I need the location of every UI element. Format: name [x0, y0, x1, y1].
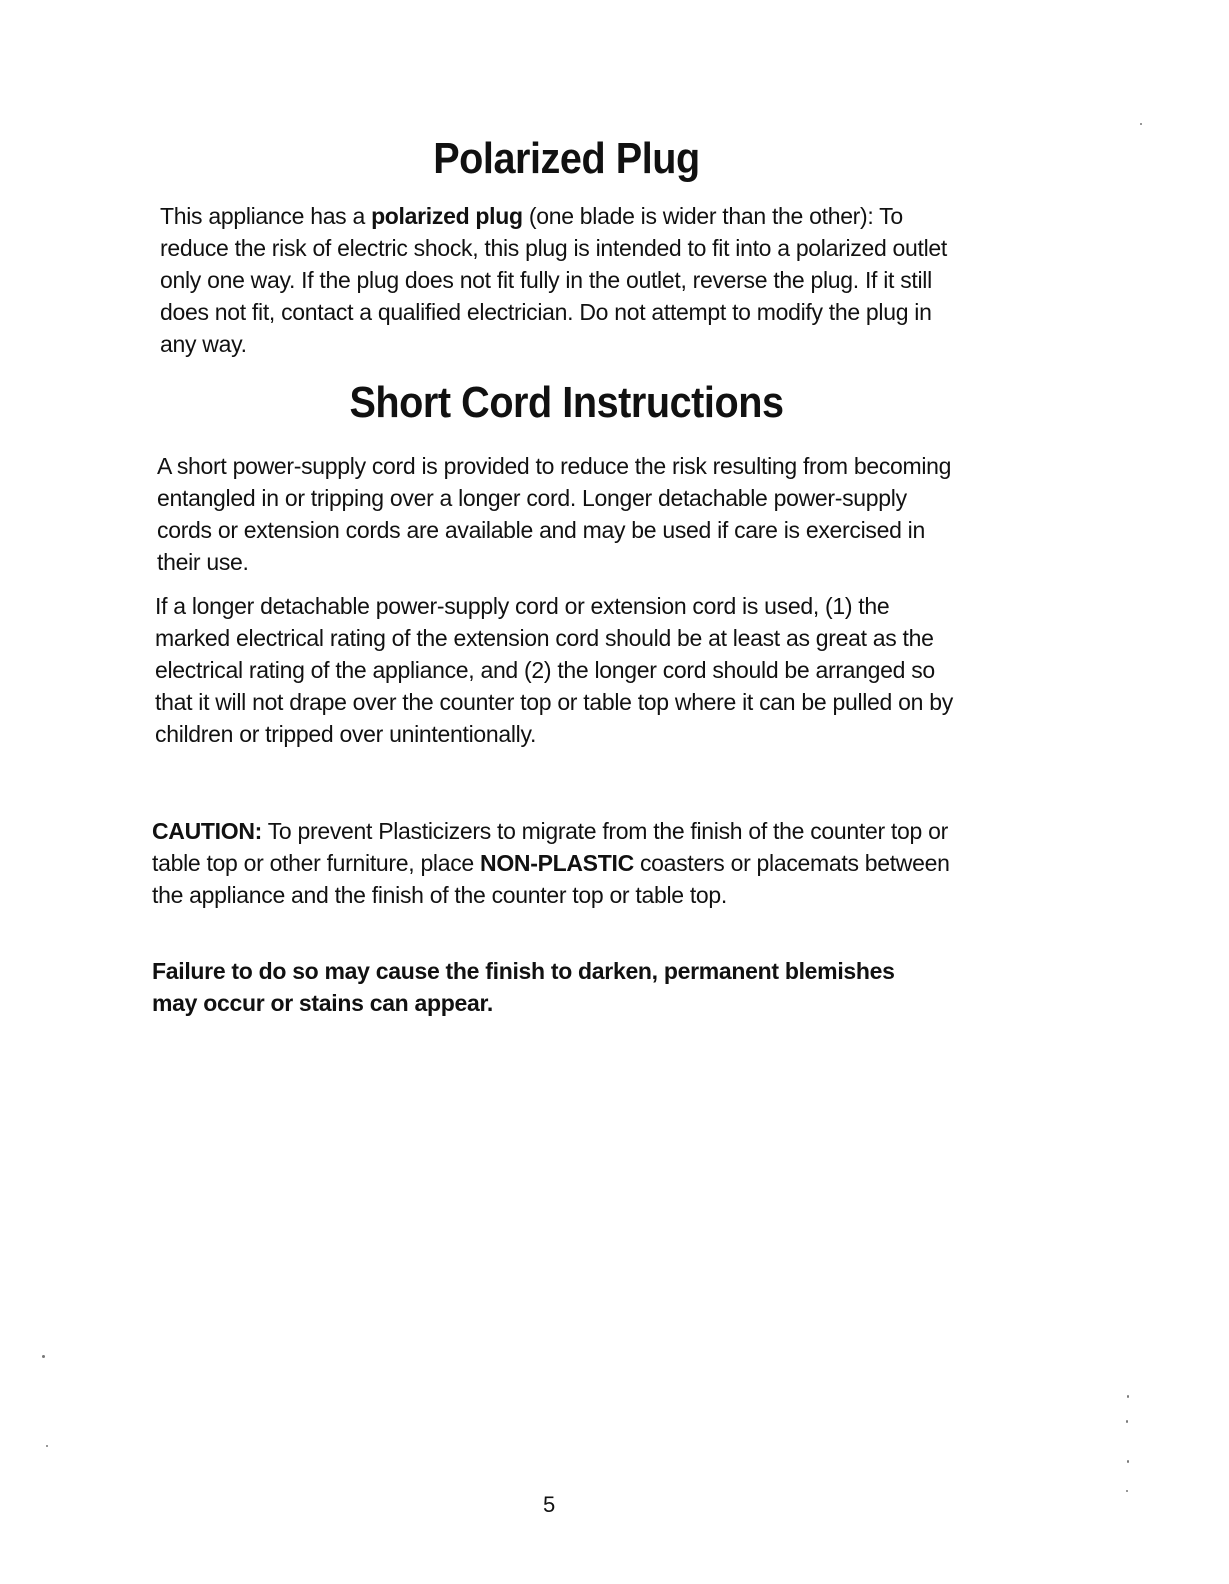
polarized-plug-paragraph	[160, 200, 960, 360]
scan-speck	[46, 1445, 48, 1447]
scan-speck	[42, 1355, 45, 1358]
caution-text-end: coasters or placemats between the appliance and the finish of the counter top or table top.	[152, 850, 950, 908]
caution-paragraph	[152, 815, 952, 911]
polarized-plug-bold-term: polarized plug	[371, 203, 523, 229]
polarized-plug-text-start: This appliance has a	[160, 203, 372, 229]
failure-warning: Failure to do so may cause the finish to darken, permanent blemishes may occur or stains can appear.	[152, 958, 895, 1016]
scan-speck	[1126, 1420, 1128, 1423]
scan-speck	[1127, 1460, 1129, 1463]
short-cord-heading: Short Cord Instructions	[349, 378, 784, 427]
page-number: 5	[543, 1492, 556, 1517]
short-cord-paragraph-2: If a longer detachable power-supply cord or extension cord is used, (1) the marked electrical rating of the extension cord should be at least as great as the electrical rating of the appliance, and (2) the longer cord should be arranged so that it will not drape over the counter top or table top where it can be pulled on by children or tripped over unintentionally.	[155, 593, 953, 747]
caution-label: CAUTION:	[152, 818, 263, 844]
scan-speck	[1126, 1490, 1128, 1492]
scan-speck	[1127, 1395, 1129, 1398]
caution-text-start: To prevent Plasticizers to migrate from the finish of the counter top or table top or other furniture, place	[152, 818, 948, 876]
scan-speck	[1140, 123, 1142, 125]
polarized-plug-heading: Polarized Plug	[433, 134, 700, 183]
short-cord-paragraph-1: A short power-supply cord is provided to reduce the risk resulting from becoming entangled in or tripping over a longer cord. Longer detachable power-supply cords or extension cords are available and may be used if care is exercised in their use.	[157, 453, 952, 575]
caution-bold-term: NON-PLASTIC	[480, 850, 634, 876]
polarized-plug-text-end: (one blade is wider than the other): To reduce the risk of electric shock, this plug is intended to fit into a polarized outlet only one way. If the plug does not fit fully in the outlet, reverse the plug. If it still does not fit, contact a qualified electrician. Do not attempt to modify the plug in any way.	[160, 203, 948, 357]
